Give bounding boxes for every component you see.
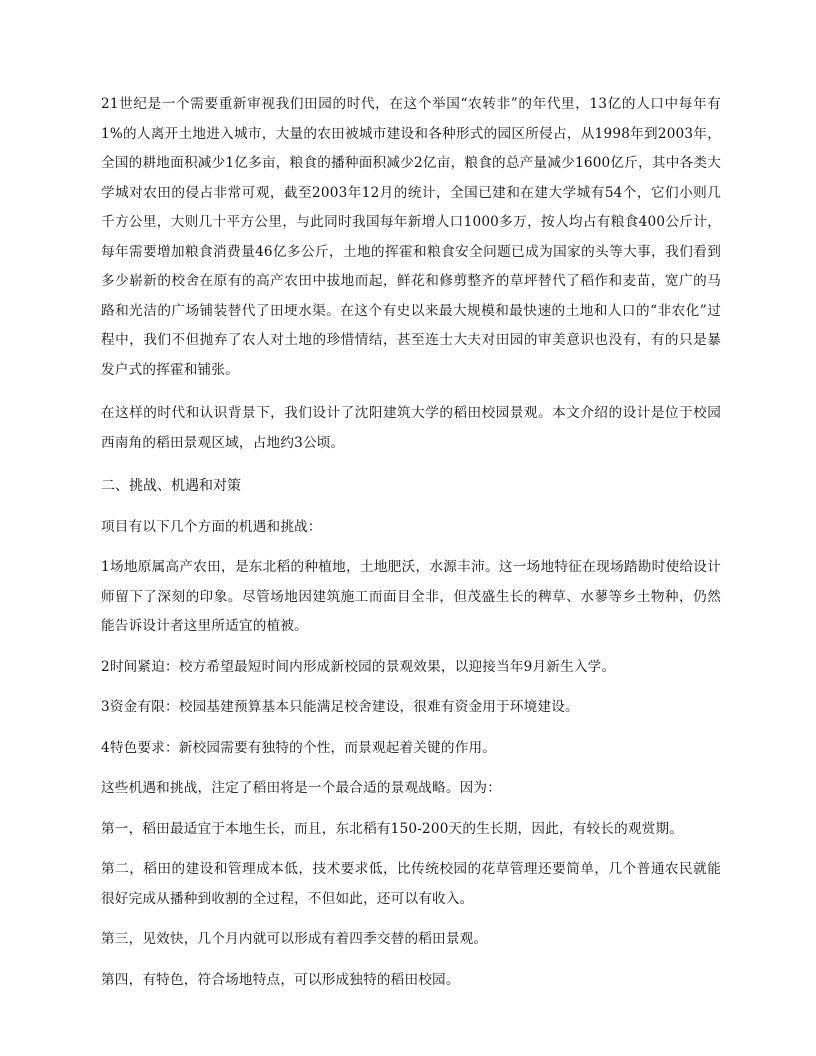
- paragraph-challenge-1: 1场地原属高产农田，是东北稻的种植地，土地肥沃，水源丰沛。这一场地特征在现场踏勘时使给设计师留下了深刻的印象。尽管场地因建筑施工而面目全非，但茂盛生长的稗草、水蓼等乡土物种，仍然能告诉设计者这里所适宜的植被。: [101, 559, 721, 634]
- paragraph-challenge-2: 2时间紧迫：校方希望最短时间内形成新校园的景观效果，以迎接当年9月新生入学。: [101, 658, 616, 675]
- paragraph-reason-3: 第三，见效快，几个月内就可以形成有着四季交替的稻田景观。: [101, 931, 488, 947]
- section-heading: 二、挑战、机遇和对策: [101, 478, 241, 494]
- paragraph-reason-2: 第二，稻田的建设和管理成本低，技术要求低，比传统校园的花草管理还要简单，几个普通农民就能很好完成从播种到收割的全过程，不但如此，还可以有收入。: [101, 861, 721, 907]
- document-page: [101, 90, 721, 995]
- paragraph-challenges-intro: 项目有以下几个方面的机遇和挑战：: [101, 518, 322, 535]
- paragraph-strategy: 这些机遇和挑战，注定了稻田将是一个最合适的景观战略。因为：: [101, 780, 502, 796]
- paragraph-reason-1: 第一，稻田最适宜于本地生长，而且，东北稻有150-200天的生长期，因此，有较长的观赏期。: [101, 820, 684, 837]
- paragraph-challenge-4: 4特色要求：新校园需要有独特的个性，而景观起着关键的作用。: [101, 739, 497, 756]
- paragraph-reason-4: 第四，有特色，符合场地特点，可以形成独特的稻田校园。: [101, 971, 460, 988]
- paragraph-intro: 21世纪是一个需要重新审视我们田园的时代，在这个举国“农转非”的年代里，13亿的人口中每年有1%的人离开土地进入城市，大量的农田被城市建设和各种形式的园区所侵占，从1998年到2003年，全国的耕地面积减少1亿多亩，粮食的播种面积减少2亿亩，粮食的总产量减少1600亿斤，其中各类大学城对农田的侵占非常可观，截至2003年12月的统计，全国已建和在建大学城有54个，它们小则几千方公里，大则几十平方公里，与此同时我国每年新增人口1000多万，按人均占有粮食400公斤计，每年需要增加粮食消费量46亿多公斤，土地的挥霍和粮食安全问题已成为国家的头等大事，我们看到多少崭新的校舍在原有的高产农田中拔地而起，鲜花和修剪整齐的草坪替代了稻作和麦苗，宽广的马路和光洁的广场铺装替代了田埂水渠。在这个有史以来最大规模和最快速的土地和人口的“非农化”过程中，我们不但抛弃了农人对土地的珍惜情结，甚至连士大夫对田园的审美意识也没有，有的只是暴发户式的挥霍和铺张。: [101, 96, 721, 378]
- paragraph-challenge-3: 3资金有限：校园基建预算基本只能满足校舍建设，很难有资金用于环境建设。: [101, 699, 579, 715]
- paragraph-background: 在这样的时代和认识背景下，我们设计了沈阳建筑大学的稻田校园景观。本文介绍的设计是位于校园西南角的稻田景观区域，占地约3公顷。: [101, 405, 721, 451]
